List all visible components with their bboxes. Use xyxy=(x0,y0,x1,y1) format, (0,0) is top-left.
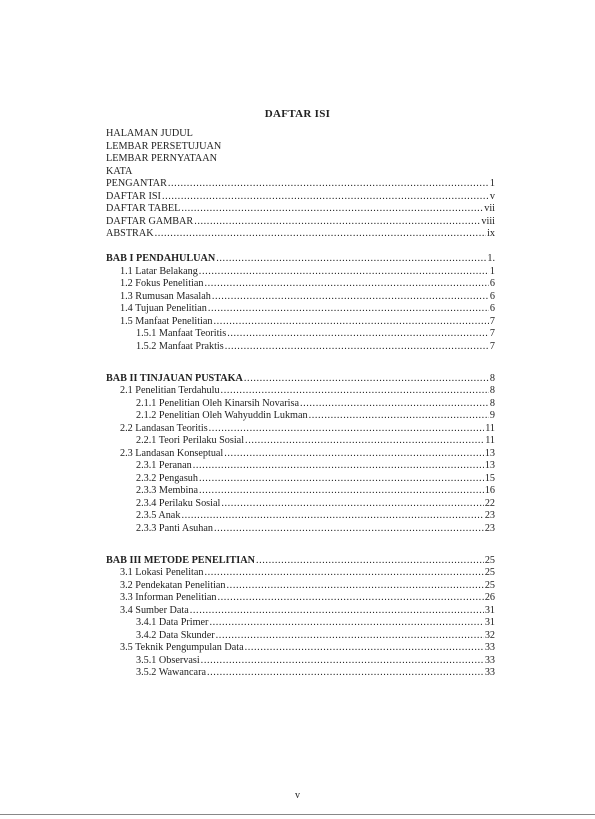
page-number: v xyxy=(295,790,300,801)
dot-leader xyxy=(227,580,484,593)
toc-entry-plain xyxy=(106,128,495,141)
toc-section xyxy=(106,423,495,436)
toc-subsection xyxy=(106,398,495,411)
toc-entry-page: 32 xyxy=(484,629,495,641)
dot-leader xyxy=(155,228,487,241)
toc-subsection xyxy=(106,510,495,523)
dot-leader xyxy=(209,617,483,630)
toc-entry-page: 33 xyxy=(484,667,495,678)
toc-entry xyxy=(106,228,495,241)
dot-leader xyxy=(217,592,483,605)
dot-leader xyxy=(194,216,480,229)
toc-entry-page: 13 xyxy=(484,460,495,471)
dot-leader xyxy=(256,555,484,568)
dot-leader xyxy=(216,630,484,643)
toc-entry-plain xyxy=(106,166,495,179)
toc-chapter xyxy=(106,373,495,386)
toc-entry-page: 7 xyxy=(489,328,495,339)
toc-entry-page: 8 xyxy=(489,397,495,409)
toc-entry-label: 1.4 Tujuan Penelitian xyxy=(120,303,207,314)
toc-section xyxy=(106,266,495,279)
toc-entry-page: 25 xyxy=(484,554,495,566)
toc-entry-page: 6 xyxy=(489,278,495,289)
dot-leader xyxy=(214,523,484,536)
toc-entry-label: LEMBAR PERSETUJUAN xyxy=(106,140,222,152)
dot-leader xyxy=(209,423,485,436)
toc-section xyxy=(106,567,495,580)
dot-leader xyxy=(199,266,489,279)
section-gap xyxy=(106,360,495,373)
toc-entry-page: 8 xyxy=(489,385,495,396)
dot-leader xyxy=(214,316,489,329)
toc-entry-page: 23 xyxy=(484,510,495,521)
dot-leader xyxy=(216,253,486,266)
toc-subsection xyxy=(106,328,495,341)
section-gap xyxy=(106,542,495,555)
toc-entry-label: 3.5 Teknik Pengumpulan Data xyxy=(120,642,244,653)
dot-leader xyxy=(208,303,489,316)
dot-leader xyxy=(190,605,484,618)
toc-entry-page: 1. xyxy=(487,253,495,264)
toc-entry-label: 3.4.2 Data Skunder xyxy=(136,629,215,641)
toc-entry-page: 25 xyxy=(484,567,495,578)
section-gap xyxy=(106,353,495,360)
toc-entry-label: 2.2.1 Teori Perilaku Sosial xyxy=(136,435,245,446)
section-gap xyxy=(106,535,495,542)
toc-entry-label: 1.5 Manfaat Penelitian xyxy=(120,315,213,327)
dot-leader xyxy=(199,473,484,486)
toc-subsection xyxy=(106,498,495,511)
toc-subsection xyxy=(106,341,495,354)
toc-subsection xyxy=(106,523,495,536)
toc-entry-label: 2.3.3 Panti Asuhan xyxy=(136,522,213,534)
toc-entry-label: 3.3 Informan Penelitian xyxy=(120,592,217,603)
toc-entry-label: 2.3.1 Peranan xyxy=(136,460,192,471)
toc-entry-page: ix xyxy=(487,228,495,239)
toc-entry-page: 8 xyxy=(489,372,495,384)
toc-section xyxy=(106,448,495,461)
toc-entry-label: ABSTRAK xyxy=(106,228,154,239)
toc-entry-label: 2.1.1 Penelitian Oleh Kinarsih Novarisa xyxy=(136,397,299,409)
toc-entry-page: vii xyxy=(484,203,495,214)
toc-subsection xyxy=(106,630,495,643)
toc-entry-page: 25 xyxy=(484,579,495,591)
toc-subsection xyxy=(106,667,495,680)
toc-entry-page: viii xyxy=(481,215,495,227)
toc-entry-label: 3.4 Sumber Data xyxy=(120,604,189,616)
toc-entry-page: 15 xyxy=(484,472,495,484)
toc-entry-label: PENGANTAR xyxy=(106,178,167,189)
toc-entry xyxy=(106,178,495,191)
toc-entry-label: 3.5.1 Observasi xyxy=(136,654,200,666)
toc-entry-label: 3.4.1 Data Primer xyxy=(136,617,209,628)
dot-leader xyxy=(207,667,484,680)
toc-subsection xyxy=(106,410,495,423)
toc-chapter xyxy=(106,253,495,266)
toc-entry-page: 11 xyxy=(485,422,495,434)
dot-leader xyxy=(227,328,489,341)
toc-entry-label: 3.2 Pendekatan Penelitian xyxy=(120,579,226,591)
toc-entry-page: 13 xyxy=(484,447,495,459)
toc-entry-page: 9 xyxy=(489,410,495,421)
toc-entry-label: 2.2 Landasan Teoritis xyxy=(120,422,208,434)
toc-entry-label: DAFTAR TABEL xyxy=(106,203,181,214)
table-of-contents xyxy=(106,128,495,680)
toc-entry-label: 3.5.2 Wawancara xyxy=(136,667,206,678)
toc-entry xyxy=(106,191,495,204)
toc-entry-page: 26 xyxy=(484,592,495,603)
toc-chapter xyxy=(106,555,495,568)
toc-entry-page: 7 xyxy=(489,315,495,327)
toc-entry-page: 1 xyxy=(489,265,495,277)
dot-leader xyxy=(212,291,489,304)
dot-leader xyxy=(204,567,483,580)
toc-entry-label: 1.2 Fokus Penelitian xyxy=(120,278,204,289)
dot-leader xyxy=(225,341,489,354)
dot-leader xyxy=(199,485,484,498)
toc-section xyxy=(106,385,495,398)
toc-entry-label: 2.3.4 Perilaku Sosial xyxy=(136,497,221,509)
toc-entry-label: HALAMAN JUDUL xyxy=(106,128,193,139)
toc-entry-label: 1.5.2 Manfaat Praktis xyxy=(136,340,224,352)
dot-leader xyxy=(181,203,483,216)
dot-leader xyxy=(201,655,484,668)
toc-entry-label: 2.1.2 Penelitian Oleh Wahyuddin Lukman xyxy=(136,410,308,421)
dot-leader xyxy=(168,178,489,191)
toc-entry-page: 1 xyxy=(489,178,495,189)
toc-subsection xyxy=(106,435,495,448)
toc-entry-page: 11 xyxy=(485,435,495,446)
dot-leader xyxy=(181,510,483,523)
toc-entry-label: 1.1 Latar Belakang xyxy=(120,265,198,277)
toc-entry-page: 31 xyxy=(484,617,495,628)
dot-leader xyxy=(245,435,484,448)
toc-entry-label: DAFTAR ISI xyxy=(106,190,161,202)
toc-subsection xyxy=(106,460,495,473)
toc-entry xyxy=(106,216,495,229)
toc-entry-label: DAFTAR GAMBAR xyxy=(106,215,194,227)
toc-entry-label: BAB II TINJAUAN PUSTAKA xyxy=(106,372,243,384)
dot-leader xyxy=(244,373,489,386)
toc-section xyxy=(106,580,495,593)
section-gap xyxy=(106,241,495,254)
toc-subsection xyxy=(106,485,495,498)
toc-section xyxy=(106,642,495,655)
toc-entry-page: 6 xyxy=(489,290,495,302)
dot-leader xyxy=(224,448,484,461)
toc-entry-label: 2.3 Landasan Konseptual xyxy=(120,447,224,459)
toc-entry-label: 2.3.2 Pengasuh xyxy=(136,472,198,484)
dot-leader xyxy=(309,410,489,423)
toc-entry-plain xyxy=(106,153,495,166)
toc-entry-page: 7 xyxy=(489,340,495,352)
dot-leader xyxy=(300,398,489,411)
toc-entry-page: 33 xyxy=(484,642,495,653)
toc-entry-plain xyxy=(106,141,495,154)
dot-leader xyxy=(245,642,484,655)
toc-subsection xyxy=(106,473,495,486)
toc-entry-label: BAB I PENDAHULUAN xyxy=(106,253,216,264)
toc-entry-label: 1.5.1 Manfaat Teoritis xyxy=(136,328,227,339)
page-title: DAFTAR ISI xyxy=(264,108,331,120)
dot-leader xyxy=(221,498,483,511)
toc-entry-page: 31 xyxy=(484,604,495,616)
dot-leader xyxy=(162,191,489,204)
toc-section xyxy=(106,592,495,605)
toc-entry-label: KATA xyxy=(106,165,133,177)
toc-entry-page: 23 xyxy=(484,522,495,534)
toc-entry-label: 2.1 Penelitian Terdahulu xyxy=(120,385,220,396)
toc-entry-page: 6 xyxy=(489,303,495,314)
toc-entry-label: 2.3.3 Membina xyxy=(136,485,198,496)
dot-leader xyxy=(193,460,484,473)
toc-entry-label: BAB III METODE PENELITIAN xyxy=(106,554,255,566)
toc-entry-label: 1.3 Rumusan Masalah xyxy=(120,290,211,302)
toc-entry-page: 16 xyxy=(484,485,495,496)
toc-entry xyxy=(106,203,495,216)
toc-section xyxy=(106,303,495,316)
toc-entry-page: 22 xyxy=(484,497,495,509)
dot-leader xyxy=(221,385,489,398)
toc-section xyxy=(106,605,495,618)
toc-entry-label: 2.3.5 Anak xyxy=(136,510,181,521)
toc-section xyxy=(106,278,495,291)
toc-entry-page: 33 xyxy=(484,654,495,666)
toc-subsection xyxy=(106,617,495,630)
toc-entry-label: 3.1 Lokasi Penelitan xyxy=(120,567,204,578)
toc-section xyxy=(106,291,495,304)
toc-subsection xyxy=(106,655,495,668)
toc-entry-page: v xyxy=(489,190,495,202)
toc-entry-label: LEMBAR PERNYATAAN xyxy=(106,153,217,164)
toc-section xyxy=(106,316,495,329)
scan-edge-line xyxy=(0,814,595,815)
dot-leader xyxy=(204,278,488,291)
